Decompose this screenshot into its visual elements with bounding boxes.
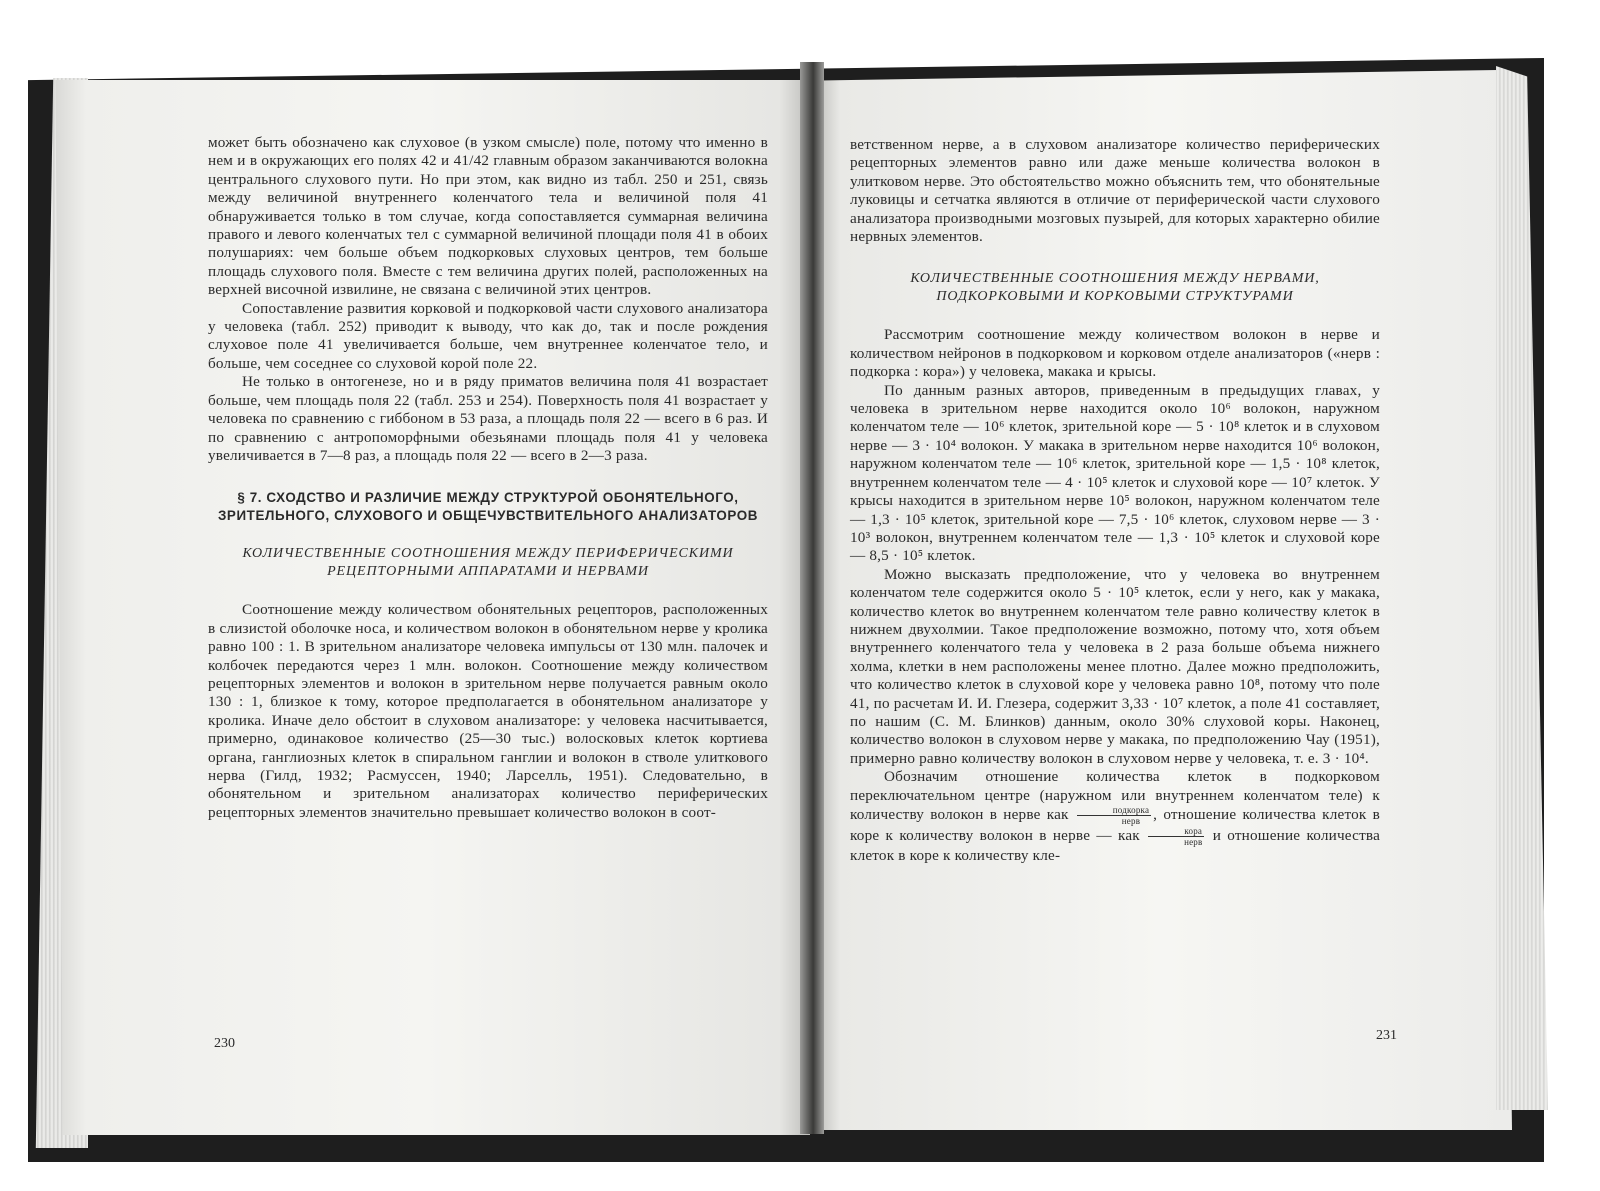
page-number-right: 231: [1376, 1028, 1397, 1043]
text-segment: и отношение количества клеток в коре к количеству кле-: [850, 826, 1381, 864]
right-page-text: [850, 136, 1380, 865]
paragraph: ветственном нерве, а в слуховом анализаторе количество периферических рецепторных элементов равно или даже меньше количества волокон в улитковом нерве. Это обстоятельство можно объяснить тем, что обонятельные луковицы и сетчатка являются в отличие от периферической части слухового анализатора производными мозговых пузырей, для которых характерно обилие нервных элементов.: [850, 136, 1380, 246]
paragraph: По данным разных авторов, приведенным в предыдущих главах, у человека в зрительном нерве находится около 10⁶ волокон, наружном коленчатом теле — 10⁶ клеток, зрительной коре — 5 · 10⁸ клеток и в слуховом нерве — 3 · 10⁴ волокон. У макака в зрительном нерве находится 10⁶ волокон, наружном коленчатом теле — 10⁶ клеток, зрительной коре — 1,5 · 10⁸ клеток, внутреннем коленчатом теле — 4 · 10⁵ клеток и слуховой коре — 10⁷ клеток. У крысы находится в зрительном нерве 10⁵ волокон, наружном коленчатом теле — 1,3 · 10⁵ клеток, зрительной коре — 7,5 · 10⁶ клеток, слуховом нерве — 3 · 10³ волокон, внутреннем коленчатом теле — 1,3 · 10⁵ клеток и слуховой коре — 8,5 · 10⁵ клеток.: [850, 381, 1380, 565]
text-segment: , отношение количества клеток в коре к количеству волокон в нерве — как: [850, 805, 1381, 844]
fraction: [1148, 826, 1204, 847]
text-segment: Обозначим отношение количества клеток в подкорковом переключательном центре (наружном или внутреннем коленчатом теле) к количеству волокон в нерве как: [850, 768, 1380, 823]
paragraph: Соотношение между количеством обонятельных рецепторов, расположенных в слизистой оболочке носа, и количеством волокон в обонятельном нерве у кролика равно 100 : 1. В зрительном анализаторе человека импульсы от 130 млн. палочек и колбочек передаются через 1 млн. волокон. Соотношение между количеством рецепторных элементов и волокон в зрительном нерве получается равным около 130 : 1, близкое к тому, которое предполагается в обонятельном анализаторе у кролика. Иначе дело обстоит в слуховом анализаторе: у человека насчитывается, примерно, одинаковое количество (25—30 тыс.) волосковых клеток кортиева органа, ганглиозных клеток в спиральном ганглии и волокон в стволе улиткового нерва (Гилд, 1932; Расмуссен, 1940; Ларселль, 1951). Следовательно, в обонятельном и зрительном анализаторах количество периферических рецепторных элементов значительно превышает количество волокон в соот-: [208, 601, 768, 821]
fraction-numerator: подкорка: [1077, 805, 1151, 816]
paragraph: Рассмотрим соотношение между количеством волокон в нерве и количеством нейронов в подкорковом и корковом отделе анализаторов («нерв : подкорка : кора») у человека, макака и крысы.: [850, 326, 1380, 381]
fraction: [1077, 805, 1151, 826]
paragraph: Не только в онтогенезе, но и в ряду приматов величина поля 41 возрастает больше, чем площадь поля 22 (табл. 253 и 254). Поверхность поля 41 возрастает у человека по сравнению с гиббоном в 53 раза, а площадь поля 22 — всего в 6 раз. И по сравнению с антропоморфными обезьянами площадь поля 41 у человека увеличивается в 7—8 раз, а площадь поля 22 — всего в 2—3 раза.: [208, 373, 768, 464]
paragraph-with-fractions: [850, 768, 1380, 865]
section-heading: § 7. СХОДСТВО И РАЗЛИЧИЕ МЕЖДУ СТРУКТУРОЙ ОБОНЯТЕЛЬНОГО, ЗРИТЕЛЬНОГО, СЛУХОВОГО И ОБЩЕЧУВСТВИТЕЛЬНОГО АНАЛИЗАТОРОВ: [217, 490, 759, 524]
paragraph: Сопоставление развития корковой и подкорковой части слухового анализатора у человека (табл. 252) приводит к выводу, что как до, так и после рождения слуховое поле 41 увеличивается больше, чем внутреннее коленчатое тело, и больше, чем соседнее со слуховой корой поле 22.: [208, 299, 768, 372]
subsection-heading: КОЛИЧЕСТВЕННЫЕ СООТНОШЕНИЯ МЕЖДУ НЕРВАМИ, ПОДКОРКОВЫМИ И КОРКОВЫМИ СТРУКТУРАМИ: [910, 271, 1320, 305]
page-number-left: 230: [214, 1036, 235, 1051]
fraction-denominator: нерв: [1121, 816, 1141, 826]
fraction-numerator: кора: [1148, 826, 1204, 837]
left-page-text: [208, 134, 768, 822]
paragraph: Можно высказать предположение, что у человека во внутреннем коленчатом теле содержится около 5 · 10⁵ клеток, если у него, как у макака, количество клеток во внутреннем коленчатом теле равно количеству клеток в нижнем двухолмии. Такое предположение возможно, потому что, хотя объем внутреннего коленчатого тела у человека в 2 раза больше объема нижнего холма, клетки в нем расположены менее плотно. Далее можно предположить, что количество клеток в слуховой коре у человека равно 10⁸, потому что поле 41, по расчетам И. И. Глезера, содержит 3,33 · 10⁷ клеток, а поле 41 составляет, по нашим (С. М. Блинков) данным, около 30% слуховой коры. Наконец, количество волокон в слуховом нерве у макака, по предположению Чау (1951), примерно равно количеству волокон в слуховом нерве у человека, т. е. 3 · 10⁴.: [850, 565, 1380, 767]
paragraph: может быть обозначено как слуховое (в узком смысле) поле, потому что именно в нем и в окружающих его полях 42 и 41/42 главным образом заканчиваются волокна центрального слухового пути. Но при этом, как видно из табл. 250 и 251, связь между величиной внутреннего коленчатого тела и величиной поля 41 обнаруживается только в том случае, когда сопоставляется суммарная величина правого и левого коленчатых тел с суммарной величиной площади поля 41 в обоих полушариях: чем больше объем подкорковых слуховых центров, тем больше площадь слухового поля. Вместе с тем величина других полей, расположенных на верхней височной извилине, не связана с величиной этих центров.: [208, 134, 768, 299]
subsection-heading: КОЛИЧЕСТВЕННЫЕ СООТНОШЕНИЯ МЕЖДУ ПЕРИФЕРИЧЕСКИМИ РЕЦЕПТОРНЫМИ АППАРАТАМИ И НЕРВАМИ: [242, 546, 734, 580]
fraction-denominator: нерв: [1184, 837, 1203, 847]
book-gutter: [800, 62, 824, 1134]
